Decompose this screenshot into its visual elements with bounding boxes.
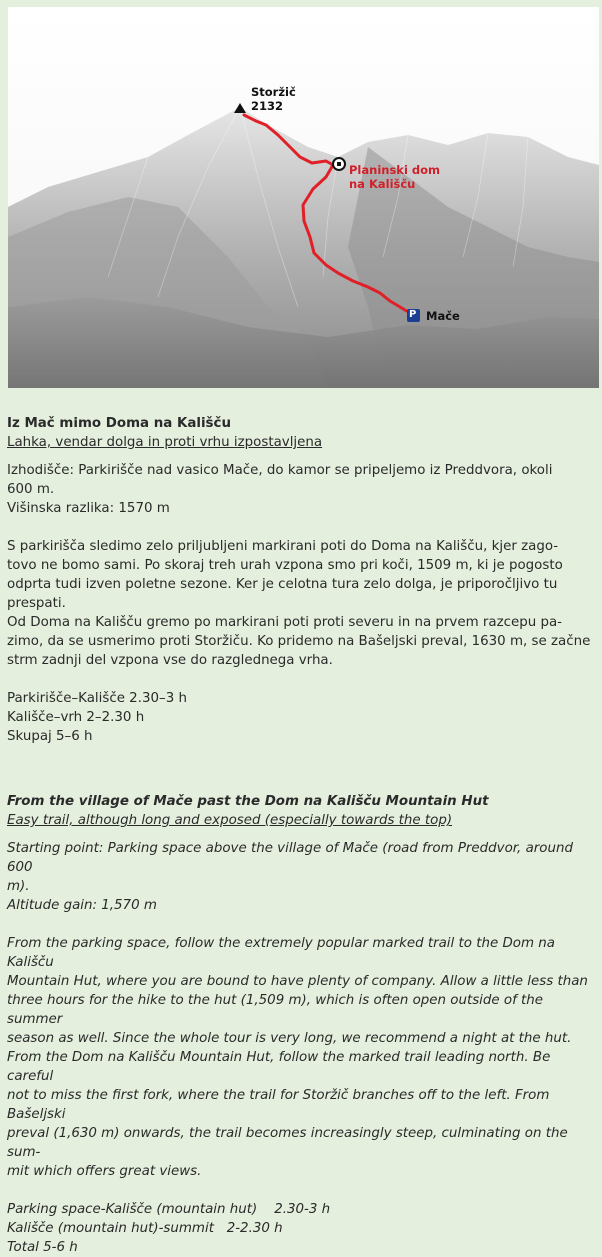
english-body-line: mit which offers great views. xyxy=(7,1164,202,1179)
slovene-time-line: Kališče–vrh 2–2.30 h xyxy=(7,710,145,725)
slovene-altitude: Višinska razlika: 1570 m xyxy=(7,501,170,516)
slovene-title: Iz Mač mimo Doma na Kališču xyxy=(7,416,231,431)
slovene-body-line: strm zadnji del vzpona vse do razglednega vrha. xyxy=(7,653,333,668)
english-body-line: three hours for the hike to the hut (1,509 m), which is often open outside of the summer xyxy=(7,993,544,1027)
parking-label: Mače xyxy=(426,309,460,323)
english-start-line: m). xyxy=(7,879,30,894)
route-description xyxy=(7,414,595,1257)
relief-map-drawing xyxy=(8,7,599,388)
parking-icon-letter: P xyxy=(409,309,417,320)
english-body-line: From the Dom na Kališču Mountain Hut, follow the marked trail leading north. Be careful xyxy=(7,1050,551,1084)
peak-elevation: 2132 xyxy=(251,99,284,113)
slovene-start-line: Izhodišče: Parkirišče nad vasico Mače, do kamor se pripeljemo iz Preddvora, okoli xyxy=(7,463,553,478)
slovene-body-line: Od Doma na Kališču gremo po markirani poti proti severu in na prvem razcepu pa- xyxy=(7,615,563,630)
peak-name: Storžič xyxy=(251,85,296,99)
hut-label-line2: na Kališču xyxy=(349,177,416,191)
english-body-line: season as well. Since the whole tour is very long, we recommend a night at the hut. xyxy=(7,1031,572,1046)
slovene-body-line: odprta tudi izven poletne sezone. Ker je celotna tura zelo dolga, je priporočljivo tu xyxy=(7,577,558,592)
slovene-body-line: prespati. xyxy=(7,596,66,611)
english-body-line: Mountain Hut, where you are bound to have plenty of company. Allow a little less than xyxy=(7,974,588,989)
slovene-time-line: Parkirišče–Kališče 2.30–3 h xyxy=(7,691,187,706)
slovene-start-line: 600 m. xyxy=(7,482,55,497)
hut-icon-center xyxy=(337,162,341,166)
slovene-body-line: tovo ne bomo sami. Po skoraj treh urah vzpona smo pri koči, 1509 m, ki je pogosto xyxy=(7,558,563,573)
english-altitude: Altitude gain: 1,570 m xyxy=(7,898,157,913)
english-title: From the village of Mače past the Dom na Kališču Mountain Hut xyxy=(7,794,489,809)
english-subtitle: Easy trail, although long and exposed (especially towards the top) xyxy=(7,813,453,828)
english-time-line: Total 5-6 h xyxy=(7,1240,78,1255)
peak-label xyxy=(251,85,296,113)
english-body-line: From the parking space, follow the extremely popular marked trail to the Dom na Kališču xyxy=(7,936,555,970)
slovene-subtitle: Lahka, vendar dolga in proti vrhu izpostavljena xyxy=(7,435,323,450)
english-body-line: not to miss the first fork, where the trail for Storžič branches off to the left. From Bašeljski xyxy=(7,1088,550,1122)
hut-label-line1: Planinski dom xyxy=(349,163,441,177)
slovene-time-line: Skupaj 5–6 h xyxy=(7,729,93,744)
hut-label xyxy=(349,163,440,191)
english-time-line: Kališče (mountain hut)-summit 2-2.30 h xyxy=(7,1221,283,1236)
english-time-line: Parking space-Kališče (mountain hut) 2.30-3 h xyxy=(7,1202,331,1217)
english-body-line: preval (1,630 m) onwards, the trail becomes increasingly steep, culminating on the sum- xyxy=(7,1126,568,1160)
english-start-line: Starting point: Parking space above the village of Mače (road from Preddvor, around 600 xyxy=(7,841,573,875)
slovene-body-line: S parkirišča sledimo zelo priljubljeni markirani poti do Doma na Kališču, kjer zago- xyxy=(7,539,559,554)
relief-map xyxy=(8,7,599,388)
slovene-body-line: zimo, da se usmerimo proti Storžiču. Ko pridemo na Bašeljski preval, 1630 m, se začne xyxy=(7,634,591,649)
